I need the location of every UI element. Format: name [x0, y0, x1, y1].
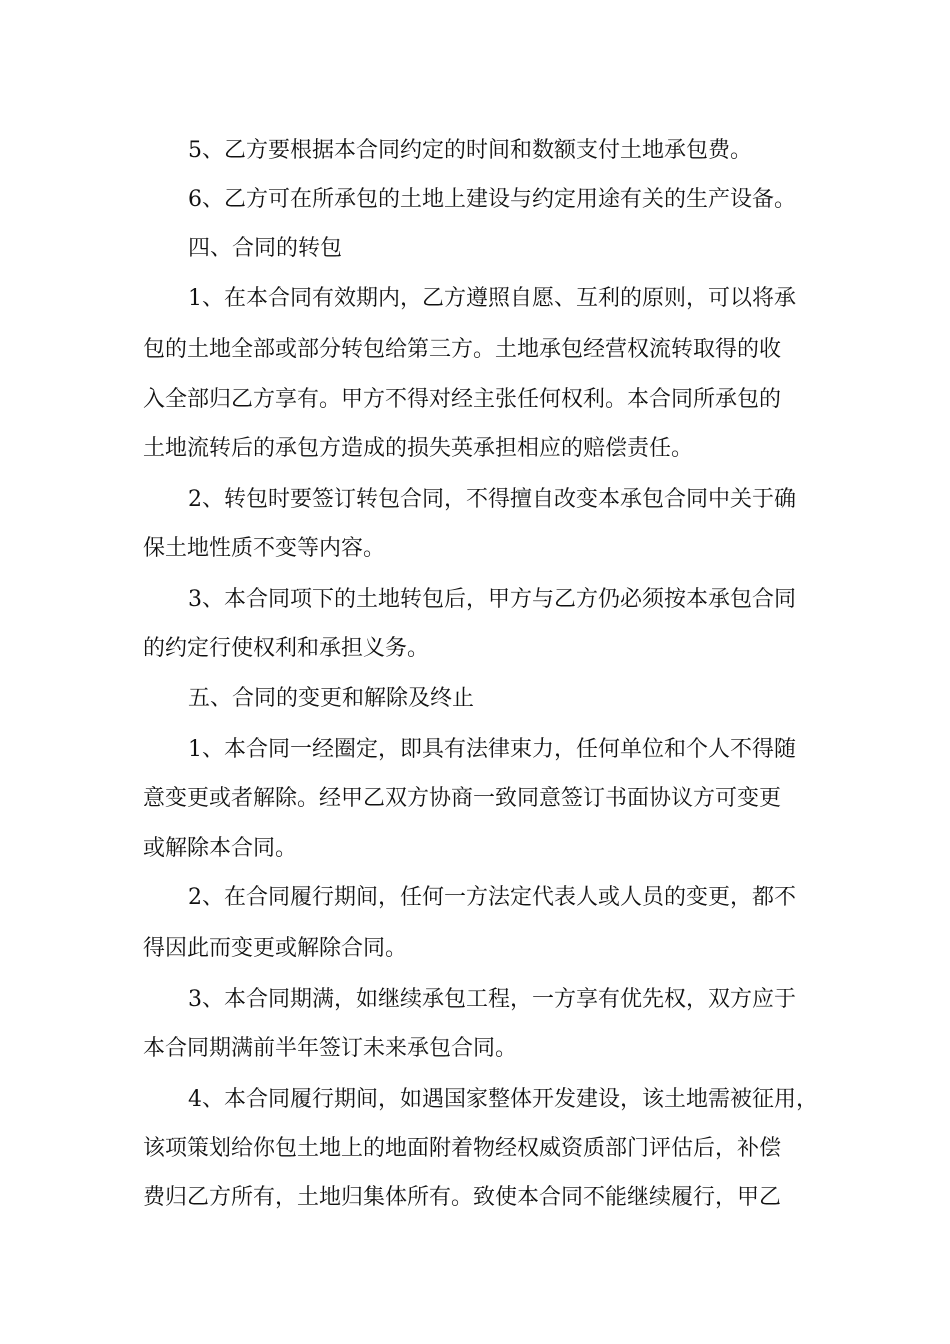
change-clause-3-line-1: 3、本合同期满，如继续承包工程，一方享有优先权，双方应于: [188, 987, 796, 1012]
change-clause-4-line-3: 费归乙方所有，土地归集体所有。致使本合同不能继续履行，甲乙: [143, 1185, 782, 1210]
clause-5-payment: 5、乙方要根据本合同约定的时间和数额支付土地承包费。: [188, 138, 752, 163]
change-clause-1-line-1: 1、本合同一经圈定，即具有法律束力，任何单位和个人不得随: [188, 737, 796, 762]
change-clause-3-line-2: 本合同期满前半年签订未来承包合同。: [143, 1036, 518, 1061]
subcontract-clause-1-line-1: 1、在本合同有效期内，乙方遵照自愿、互利的原则，可以将承: [188, 286, 796, 311]
clause-6-facilities: 6、乙方可在所承包的土地上建设与约定用途有关的生产设备。: [188, 187, 796, 212]
change-clause-2-line-2: 得因此而变更或解除合同。: [143, 936, 408, 961]
change-clause-1-line-3: 或解除本合同。: [143, 836, 298, 861]
change-clause-4-line-1: 4、本合同履行期间，如遇国家整体开发建设，该土地需被征用，: [188, 1087, 818, 1112]
section-heading-subcontract: 四、合同的转包: [188, 236, 343, 261]
subcontract-clause-1-line-3: 入全部归乙方享有。甲方不得对经主张任何权利。本合同所承包的: [143, 387, 782, 412]
section-heading-change-termination: 五、合同的变更和解除及终止: [188, 686, 475, 711]
subcontract-clause-1-line-2: 包的土地全部或部分转包给第三方。土地承包经营权流转取得的收: [143, 337, 782, 362]
subcontract-clause-3-line-2: 的约定行使权利和承担义务。: [143, 636, 430, 661]
change-clause-2-line-1: 2、在合同履行期间，任何一方法定代表人或人员的变更，都不: [188, 885, 796, 910]
subcontract-clause-3-line-1: 3、本合同项下的土地转包后，甲方与乙方仍必须按本承包合同: [188, 587, 796, 612]
change-clause-4-line-2: 该项策划给你包土地上的地面附着物经权威资质部门评估后，补偿: [143, 1136, 782, 1161]
subcontract-clause-2-line-1: 2、转包时要签订转包合同，不得擅自改变本承包合同中关于确: [188, 487, 796, 512]
subcontract-clause-1-line-4: 土地流转后的承包方造成的损失英承担相应的赔偿责任。: [143, 436, 694, 461]
subcontract-clause-2-line-2: 保土地性质不变等内容。: [143, 536, 386, 561]
change-clause-1-line-2: 意变更或者解除。经甲乙双方协商一致同意签订书面协议方可变更: [143, 786, 782, 811]
